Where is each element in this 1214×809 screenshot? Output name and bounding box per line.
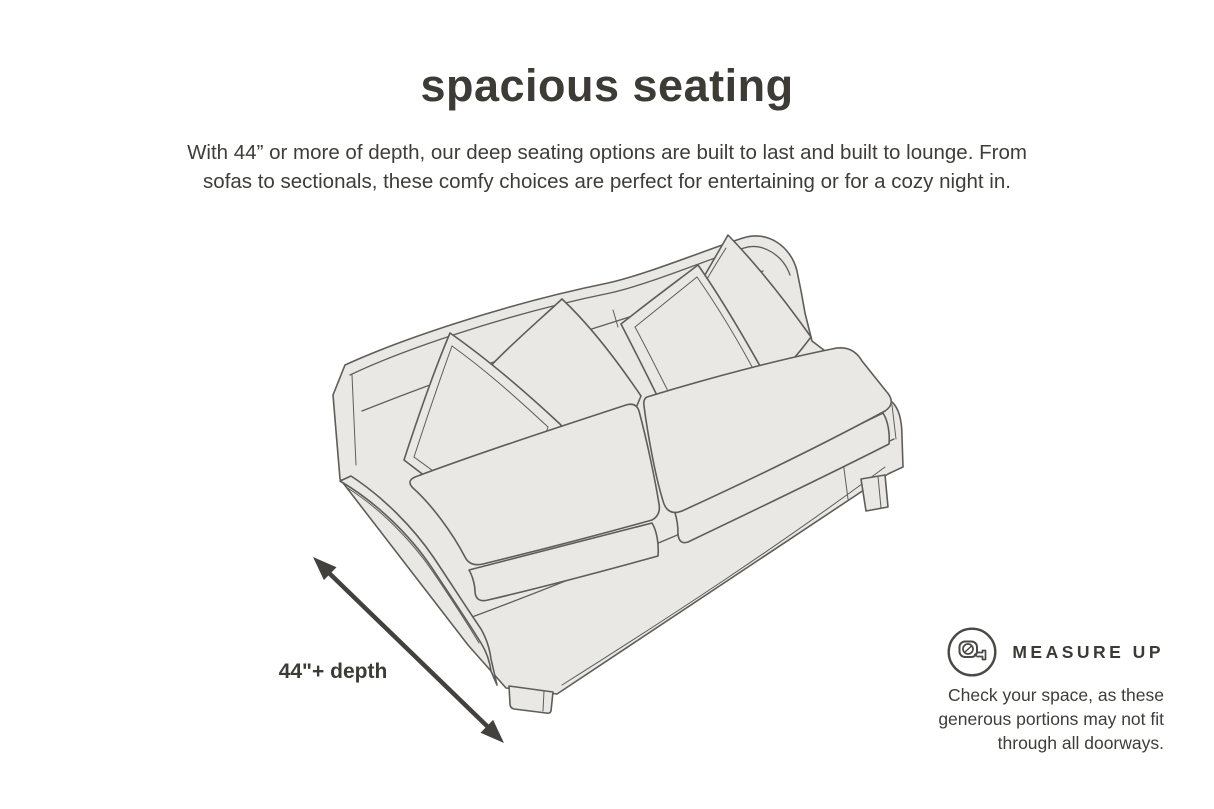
measure-up-section [938,626,1164,755]
measure-up-caption [938,683,1164,755]
depth-dimension-label: 44"+ depth [278,660,388,683]
intro-text [67,139,1147,196]
caption-line-1: Check your space, as these [948,685,1164,705]
measure-up-header [946,626,1164,678]
caption-line-2: generous portions may not fit [938,709,1164,729]
intro-line-2: sofas to sectionals, these comfy choices are perfect for entertaining or for a cozy night in. [203,169,1011,193]
page-title: spacious seating [420,60,794,111]
tape-measure-icon [946,626,998,678]
caption-line-3: through all doorways. [997,733,1164,753]
measure-up-heading: MEASURE UP [1012,641,1164,662]
intro-line-1: With 44” or more of depth, our deep seating options are built to last and built to lounge. From [187,141,1027,164]
sofa-drawing [333,235,903,713]
